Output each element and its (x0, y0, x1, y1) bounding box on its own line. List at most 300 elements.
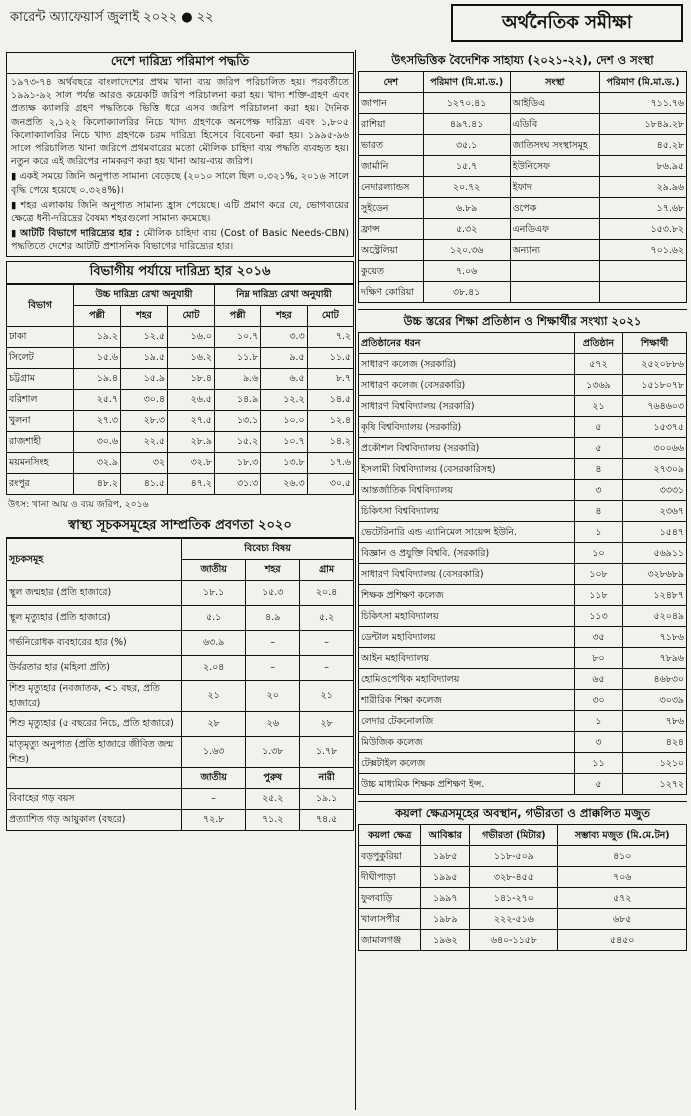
table-cell: ফুলবাড়ি (359, 888, 421, 909)
table-cell: ১০.৭ (214, 326, 260, 347)
table-cell: ১২.৫ (120, 326, 167, 347)
table-cell: চিকিৎসা বিশ্ববিদ্যালয় (359, 501, 575, 522)
table-cell: ৭৬৪৬০৩ (623, 396, 687, 417)
table-cell: বরিশাল (7, 389, 74, 410)
table-cell: অস্ট্রেলিয়া (359, 240, 424, 261)
table-cell: ১৫.৭ (423, 156, 510, 177)
table-cell: ৩৮.৪১ (423, 282, 510, 303)
bullet-gini: ▮ একই সময়ে জিনি অনুপাত সামান্য বেড়েছে (২০১০ সালে ছিল ০.৩২১%, ২০১৬ সালে বৃদ্ধি পেয়ে হয়েছে ০.৩২৪%)। (11, 171, 349, 196)
table-row (359, 888, 687, 909)
table-cell: উচ্চ মাধ্যমিক শিক্ষক প্রশিক্ষণ ইন্স. (359, 774, 575, 795)
sub-header: মোট (307, 305, 353, 326)
table-cell: খুলনা (7, 410, 74, 431)
table-cell: ৩.৩ (261, 326, 307, 347)
table-cell: লেদার টেকনোলজি (359, 711, 575, 732)
table-row (359, 732, 687, 753)
table-row (7, 389, 354, 410)
table-cell: সিলেট (7, 347, 74, 368)
table-cell: স্থূল জন্মহার (প্রতি হাজারে) (7, 580, 182, 605)
aid-table (358, 71, 687, 303)
sub-header: পল্লী (74, 305, 121, 326)
table-cell: ৭০১.৬২ (600, 240, 687, 261)
table-cell: ৮.৭ (307, 368, 353, 389)
table-cell: রংপুর (7, 473, 74, 494)
table-cell: ১২১০ (623, 753, 687, 774)
bullet-urban-text: শহর এলাকায় জিনি অনুপাত সামান্য হ্রাস পেয়েছে। এটি প্রমাণ করে যে, ভোগব্যয়ের ক্ষেত্রে ধনী-দরিদ্রের বৈষম্য শহরগুলো সামান্য কমেছে। (11, 199, 349, 225)
table-cell: হোমিওপেথিক মহাবিদ্যালয় (359, 669, 575, 690)
table-cell: ১৭.৬ (307, 452, 353, 473)
table-cell: ৫.৩২ (423, 219, 510, 240)
table-cell: উর্বরতার হার (মহিলা প্রতি) (7, 655, 182, 680)
table-cell: গর্ভনিরোধক ব্যবহারের হার (%) (7, 630, 182, 655)
division-poverty-title: বিভাগীয় পর্যায়ে দারিদ্র্য হার ২০১৬ (6, 261, 354, 284)
table-cell: ৫২০৪৯ (623, 606, 687, 627)
table-row (359, 354, 687, 375)
table-cell: ৪১.৫ (120, 473, 167, 494)
table-cell: ১৮৪৯.২৮ (600, 114, 687, 135)
health-section (6, 516, 354, 831)
table-row (359, 219, 687, 240)
table-cell: ৫৭২ (558, 888, 687, 909)
table-cell: ৩৫.১ (423, 135, 510, 156)
table-cell: বিজ্ঞান ও প্রযুক্তি বিশ্ববি. (সরকারি) (359, 543, 575, 564)
table-cell: ১৯৮৫ (421, 846, 470, 867)
table-cell: ভেটেরিনারি এন্ড এ্যানিমেল সায়েন্স ইউনি. (359, 522, 575, 543)
table-cell: ২১ (574, 396, 622, 417)
table-cell: ৭.০৬ (423, 261, 510, 282)
table-cell: ২৭৩০৯ (623, 459, 687, 480)
table-cell: ১২.২ (261, 389, 307, 410)
table-cell: ৪৫.২৮ (600, 135, 687, 156)
table-cell: ৮৬.৯৫ (600, 156, 687, 177)
table-cell: ৬৪০-১১৫৮ (470, 930, 558, 951)
table-cell: ৭.২ (307, 326, 353, 347)
sub-header: শহর (261, 305, 307, 326)
table-cell: ৩৩৩১ (623, 480, 687, 501)
table-cell: – (182, 788, 246, 809)
table-cell: বিবাহের গড় বয়স (7, 788, 182, 809)
table-row (7, 452, 354, 473)
table-cell: ১.৭৮ (300, 736, 354, 767)
table-cell: ১২৭২ (623, 774, 687, 795)
table-cell: ১৪১-২৭০ (470, 888, 558, 909)
table-row (359, 774, 687, 795)
table-cell: ৫৬৯১১ (623, 543, 687, 564)
table-cell: ২০.৭২ (423, 177, 510, 198)
bullet-urban: ▮ শহর এলাকায় জিনি অনুপাত সামান্য হ্রাস পেয়েছে। এটি প্রমাণ করে যে, ভোগব্যয়ের ক্ষেত্রে ধনী-দরিদ্রের বৈষম্য শহরগুলো সামান্য কমেছে। (11, 199, 349, 225)
table-row (7, 788, 354, 809)
table-cell: মিউজিক কলেজ (359, 732, 575, 753)
table-cell: ১৪.৯ (214, 389, 260, 410)
table-row (7, 655, 354, 680)
table-row (359, 114, 687, 135)
coal-col-reserve: সম্ভাব্য মজুত (মি.মে.টন) (558, 825, 687, 846)
sub-header: মোট (167, 305, 214, 326)
table-cell: জাতিসংঘ সংস্থাসমূহ (510, 135, 599, 156)
table-cell: ১৫১৮০৭৮ (623, 375, 687, 396)
table-cell: ১৩.১ (214, 410, 260, 431)
table-cell: ৫ (574, 417, 622, 438)
table-row (7, 809, 354, 830)
table-cell: ১৯.৫ (120, 347, 167, 368)
table-cell: আন্তর্জাতিক বিশ্ববিদ্যালয় (359, 480, 575, 501)
table-cell: ২৩৬৭ (623, 501, 687, 522)
table-cell: ডেন্টাল মহাবিদ্যালয় (359, 627, 575, 648)
table-row (7, 368, 354, 389)
health-rows (7, 580, 354, 767)
table-cell: ১১.৮ (214, 347, 260, 368)
table-cell: স্থূল মৃত্যুহার (প্রতি হাজারে) (7, 605, 182, 630)
table-cell: আইন মহাবিদ্যালয় (359, 648, 575, 669)
table-row (359, 627, 687, 648)
table-cell: ১৯.১ (300, 788, 354, 809)
poverty-method-title: দেশে দারিদ্র্য পরিমাপ পদ্ধতি (7, 53, 353, 74)
table-cell: – (300, 630, 354, 655)
table-cell: রাশিয়া (359, 114, 424, 135)
section-title-box: অর্থনৈতিক সমীক্ষা (451, 4, 683, 42)
table-cell (510, 282, 599, 303)
table-cell: ৫৭২ (574, 354, 622, 375)
table-row (359, 198, 687, 219)
table-cell: ১০৮ (574, 564, 622, 585)
table-cell: ১৯৮৯ (421, 909, 470, 930)
table-cell: খালাসপীর (359, 909, 421, 930)
table-cell: জাপান (359, 93, 424, 114)
table-cell: ৬.৫ (261, 368, 307, 389)
bullet-divisions: ▮ আটটি বিভাগে দারিদ্র্যের হার : মৌলিক চাহিদা ব্যয় (Cost of Basic Needs-CBN) পদ্ধতিতে দেশের আটটি প্রশাসনিক বিভাগের দারিদ্র্যের হার। (11, 228, 349, 253)
table-row (359, 930, 687, 951)
col-national: জাতীয় (182, 559, 246, 580)
table-cell: জার্মানি (359, 156, 424, 177)
table-cell: – (300, 655, 354, 680)
col-indicator: সূচকসমূহ (7, 538, 182, 580)
table-cell: শিশু মৃত্যুহার (৫ বছরের নিচে, প্রতি হাজারে) (7, 711, 182, 736)
col-national-2: জাতীয় (182, 767, 246, 788)
table-cell: ১৯৯৫ (421, 867, 470, 888)
table-row (7, 680, 354, 711)
table-cell: ১৬.০ (167, 326, 214, 347)
table-row (359, 417, 687, 438)
aid-rows (359, 93, 687, 303)
table-cell: ১১৩ (574, 606, 622, 627)
table-cell: ৪ (574, 501, 622, 522)
table-cell: ৯.৬ (214, 368, 260, 389)
table-cell: ১৫.৩ (246, 580, 300, 605)
table-cell: ৪৬৮৩০ (623, 669, 687, 690)
table-row (359, 846, 687, 867)
table-cell: সাধারণ কলেজ (সরকারি) (359, 354, 575, 375)
aid-col-country: দেশ (359, 72, 424, 93)
table-cell: ওপেক (510, 198, 599, 219)
blank-cell (7, 767, 182, 788)
table-cell: ১২৭০.৪১ (423, 93, 510, 114)
table-row (359, 156, 687, 177)
table-cell: ৭০৬ (558, 867, 687, 888)
table-cell: ৫.২ (300, 605, 354, 630)
health-table (6, 538, 354, 831)
table-row (7, 580, 354, 605)
table-row (359, 396, 687, 417)
table-cell: দীঘীপাড়া (359, 867, 421, 888)
coal-col-depth: গভীরতা (মিটার) (470, 825, 558, 846)
table-cell: ১০.৭ (261, 431, 307, 452)
table-cell: কৃষি বিশ্ববিদ্যালয় (সরকারি) (359, 417, 575, 438)
table-row (359, 867, 687, 888)
division-poverty-table (6, 284, 354, 495)
table-cell: ৩২.৯ (74, 452, 121, 473)
table-cell: কুয়েত (359, 261, 424, 282)
table-cell (510, 261, 599, 282)
table-cell: ভারত (359, 135, 424, 156)
table-cell: ১২.৪ (307, 410, 353, 431)
table-cell: শিশু মৃত্যুহার (নবজাতক, <১ বছর, প্রতি হাজারে) (7, 680, 182, 711)
table-cell: ইউনিসেফ (510, 156, 599, 177)
table-cell: ৫ (574, 774, 622, 795)
table-row (359, 459, 687, 480)
table-row (359, 753, 687, 774)
table-cell: ইসলামী বিশ্ববিদ্যালয় (বেসরকারিসহ) (359, 459, 575, 480)
coal-rows (359, 846, 687, 951)
table-cell: ২২.৫ (120, 431, 167, 452)
table-cell: ২১ (182, 680, 246, 711)
table-cell: ১৮.১ (182, 580, 246, 605)
coal-col-field: কয়লা ক্ষেত্র (359, 825, 421, 846)
table-row (7, 410, 354, 431)
table-cell: ৬৩.৯ (182, 630, 246, 655)
health-title: স্বাস্থ্য সূচকসমূহের সাম্প্রতিক প্রবণতা ২০২০ (6, 516, 354, 538)
table-cell: ১৫৪৭ (623, 522, 687, 543)
table-cell: ৪৯৭.৪১ (423, 114, 510, 135)
table-cell: ২১ (300, 680, 354, 711)
table-cell: ১১ (574, 753, 622, 774)
table-cell: ৪১০ (558, 846, 687, 867)
table-row (359, 177, 687, 198)
table-cell: ১৫.২ (214, 431, 260, 452)
table-cell: ১৯.৪ (74, 368, 121, 389)
table-cell: ৪.৯ (246, 605, 300, 630)
table-cell (600, 261, 687, 282)
table-row (359, 648, 687, 669)
table-cell: আইডিএ (510, 93, 599, 114)
table-cell: ১৭.৬৮ (600, 198, 687, 219)
table-cell: ১৩.৮ (261, 452, 307, 473)
table-cell: ৩২৮-৪৫৫ (470, 867, 558, 888)
bullet-divisions-bold: আটটি বিভাগে দারিদ্র্যের হার : (20, 228, 140, 240)
table-row (7, 326, 354, 347)
table-row (359, 690, 687, 711)
coal-col-discovery: আবিষ্কার (421, 825, 470, 846)
col-lower-line: নিম্ন দারিদ্র্য রেখা অনুযায়ী (214, 284, 353, 305)
table-cell: এনডিএফ (510, 219, 599, 240)
col-male: পুরুষ (246, 767, 300, 788)
table-cell: ২৬ (246, 711, 300, 736)
table-cell: ৭১.২ (246, 809, 300, 830)
page-header-issue: কারেন্ট অ্যাফেয়ার্স জুলাই ২০২২ ● ২২ (10, 10, 214, 25)
table-cell: চিকিৎসা মহাবিদ্যালয় (359, 606, 575, 627)
table-cell: ১৯৬২ (421, 930, 470, 951)
edu-col-institutions: প্রতিষ্ঠান (574, 333, 622, 354)
table-cell: ২৬.৫ (167, 389, 214, 410)
edu-rows (359, 354, 687, 795)
column-divider (355, 50, 356, 1110)
table-cell: ১১৮-৫০৯ (470, 846, 558, 867)
coal-section (358, 801, 687, 951)
left-column (6, 52, 354, 1108)
col-division: বিভাগ (7, 284, 74, 326)
table-cell: ২.০৪ (182, 655, 246, 680)
table-row (359, 585, 687, 606)
table-row (359, 375, 687, 396)
table-cell: ৬৮৫ (558, 909, 687, 930)
table-cell: ১.৬৩ (182, 736, 246, 767)
table-cell: ১ (574, 522, 622, 543)
table-cell: ৫৪৫০ (558, 930, 687, 951)
table-cell: ২০ (246, 680, 300, 711)
table-cell: – (246, 630, 300, 655)
table-cell: ৩ (574, 732, 622, 753)
table-row (359, 480, 687, 501)
table-cell: ৭৮৬ (623, 711, 687, 732)
table-row (7, 630, 354, 655)
table-cell: বড়পুকুরিয়া (359, 846, 421, 867)
table-cell: নেদারল্যান্ডস (359, 177, 424, 198)
table-row (359, 522, 687, 543)
table-cell: দক্ষিণ কোরিয়া (359, 282, 424, 303)
table-cell: ২৯.৯৬ (600, 177, 687, 198)
aid-title: উৎসভিত্তিক বৈদেশিক সাহায্য (২০২১-২২), দেশ ও সংস্থা (391, 53, 654, 67)
table-cell: চট্টগ্রাম (7, 368, 74, 389)
aid-col-org: সংস্থা (510, 72, 599, 93)
table-cell: ৩০.৬ (74, 431, 121, 452)
table-cell: ১৮.৪ (167, 368, 214, 389)
table-cell: ১০ (574, 543, 622, 564)
table-cell: অন্যান্য (510, 240, 599, 261)
table-cell: ১১৮ (574, 585, 622, 606)
bullet-divisions-text: মৌলিক চাহিদা ব্যয় (Cost of Basic Needs-CBN) পদ্ধতিতে দেশের আটটি প্রশাসনিক বিভাগের দারিদ্র্যের হার। (11, 228, 349, 253)
table-cell: ৩০৩৯ (623, 690, 687, 711)
table-cell: ৭২.৮ (182, 809, 246, 830)
table-cell: শিক্ষক প্রশিক্ষণ কলেজ (359, 585, 575, 606)
table-cell: ৩২ (120, 452, 167, 473)
table-cell: ১৫৩.৮২ (600, 219, 687, 240)
sub-header: পল্লী (214, 305, 260, 326)
bullet-gini-text: একই সময়ে জিনি অনুপাত সামান্য বেড়েছে (২০১০ সালে ছিল ০.৩২১%, ২০১৬ সালে বৃদ্ধি পেয়ে হয়েছে ০.৩২৪%)। (11, 171, 349, 196)
table-row (359, 711, 687, 732)
col-group: বিবেচ্য বিষয় (182, 538, 354, 559)
col-upper-line: উচ্চ দারিদ্র্য রেখা অনুযায়ী (74, 284, 215, 305)
table-cell: ঢাকা (7, 326, 74, 347)
table-cell: শারীরিক শিক্ষা কলেজ (359, 690, 575, 711)
edu-col-type: প্রতিষ্ঠানের ধরন (359, 333, 575, 354)
table-cell: ১২০.৩৬ (423, 240, 510, 261)
table-cell: ৪৮.২ (74, 473, 121, 494)
table-cell: ২৮ (300, 711, 354, 736)
table-cell: ইফাদ (510, 177, 599, 198)
table-row (359, 669, 687, 690)
table-cell: ১৪.২ (307, 431, 353, 452)
table-row (7, 347, 354, 368)
table-cell: ১ (574, 711, 622, 732)
table-row (7, 736, 354, 767)
division-rows (7, 326, 354, 494)
table-cell: ৩১.৩ (214, 473, 260, 494)
table-cell: ২২২-৫১৬ (470, 909, 558, 930)
table-cell: ১০.০ (261, 410, 307, 431)
edu-title: উচ্চ স্তরের শিক্ষা প্রতিষ্ঠান ও শিক্ষার্থীর সংখ্যা ২০২১ (358, 309, 687, 332)
table-cell: ৬৫ (574, 669, 622, 690)
table-cell: ২৫২০৮৮৬ (623, 354, 687, 375)
table-cell: ৩৫ (574, 627, 622, 648)
table-cell: ২০.৪ (300, 580, 354, 605)
table-cell (600, 282, 687, 303)
table-cell: ২৮.৩ (120, 410, 167, 431)
table-cell: ৭৪.৫ (300, 809, 354, 830)
table-cell: ১৯.২ (74, 326, 121, 347)
table-cell: মাতৃমৃত্যু অনুপাত (প্রতি হাজারে জীবিত জন্ম শিশু) (7, 736, 182, 767)
table-cell: টেক্সটাইল কলেজ (359, 753, 575, 774)
table-row (359, 909, 687, 930)
division-poverty-section (6, 261, 354, 512)
table-cell: ৩ (574, 480, 622, 501)
table-cell: ১৫.৬ (74, 347, 121, 368)
table-cell: সুইডেন (359, 198, 424, 219)
sub-header: শহর (120, 305, 167, 326)
table-cell: প্রকৌশল বিশ্ববিদ্যালয় (সরকারি) (359, 438, 575, 459)
table-cell: ১২৪৮৭ (623, 585, 687, 606)
table-cell: প্রত্যাশিত গড় আয়ুকাল (বছরে) (7, 809, 182, 830)
coal-table (358, 824, 687, 951)
table-cell: ১১.৫ (307, 347, 353, 368)
table-cell: ৪২৪ (623, 732, 687, 753)
health-rows-2 (7, 788, 354, 830)
table-row (359, 240, 687, 261)
aid-col-amount: পরিমাণ (মি.মা.ড.) (423, 72, 510, 93)
table-cell: সাধারণ বিশ্ববিদ্যালয় (সরকারি) (359, 396, 575, 417)
division-poverty-source: উৎস: খানা আয় ও ব্যয় জরিপ, ২০১৬ (8, 498, 149, 510)
table-cell: জামালগঞ্জ (359, 930, 421, 951)
table-cell: ১৩৬৯ (574, 375, 622, 396)
col-urban: শহর (246, 559, 300, 580)
poverty-method-para: ১৯৭৩-৭৪ অর্থবছরে বাংলাদেশের প্রথম খানা ব্যয় জরিপ পরিচালিত হয়। পরবর্তীতে ১৯৯১-৯২ সাল পর্যন্ত আরও কয়েকটি জরিপ পরিচালনা করা হয়। খাদ্য শক্তি-গ্রহণ এবং প্রত্যক্ষ ক্যালরি গ্রহণ পদ্ধতিকে ভিত্তি ধরে এসব জরিপ পরিচালনা করা হয়। দৈনিক জনপ্রতি ২,১২২ কিলোক্যালরির নিচে খাদ্য গ্রহণকে অনপেক্ষ দারিদ্র্য এবং ১,৮০৫ কিলোক্যালরির নিচে খাদ্য গ্রহণকে চরম দারিদ্র্য হিসেবে বিবেচনা করা হয়। ১৯৯৫-৯৬ সালে পরিচালিত খানা জরিপে প্রথমবারের মতো মৌলিক চাহিদা ব্যয় পদ্ধতি ব্যবহৃত হয়। নতুন করে এই জরিপের নামকরণ করা হয় খানা আয়-ব্যয় জরিপ। (11, 77, 349, 168)
table-cell: ১.৩৮ (246, 736, 300, 767)
table-cell: ২৮ (182, 711, 246, 736)
table-cell: ১৯৯৭ (421, 888, 470, 909)
right-column (358, 52, 687, 1108)
table-cell: ৭১১.৭৬ (600, 93, 687, 114)
aid-col-amount-2: পরিমাণ (মি.মা.ড.) (600, 72, 687, 93)
poverty-method-box (6, 52, 354, 257)
table-cell: সাধারণ কলেজ (বেসরকারি) (359, 375, 575, 396)
table-cell: ৩০.৫ (307, 473, 353, 494)
table-row (359, 282, 687, 303)
table-cell: ৩২৮৬৮৯ (623, 564, 687, 585)
table-row (359, 564, 687, 585)
edu-table (358, 332, 687, 795)
table-row (359, 543, 687, 564)
table-cell: ৪ (574, 459, 622, 480)
edu-section (358, 309, 687, 795)
table-row (359, 606, 687, 627)
table-row (359, 93, 687, 114)
table-cell: ২৭.৩ (74, 410, 121, 431)
table-cell: ৭৮৯৬ (623, 648, 687, 669)
table-cell: ২৬.৩ (261, 473, 307, 494)
col-rural: গ্রাম (300, 559, 354, 580)
table-cell: ১৫৩৭৫ (623, 417, 687, 438)
table-row (7, 431, 354, 452)
table-cell: ৮০ (574, 648, 622, 669)
table-cell: রাজশাহী (7, 431, 74, 452)
